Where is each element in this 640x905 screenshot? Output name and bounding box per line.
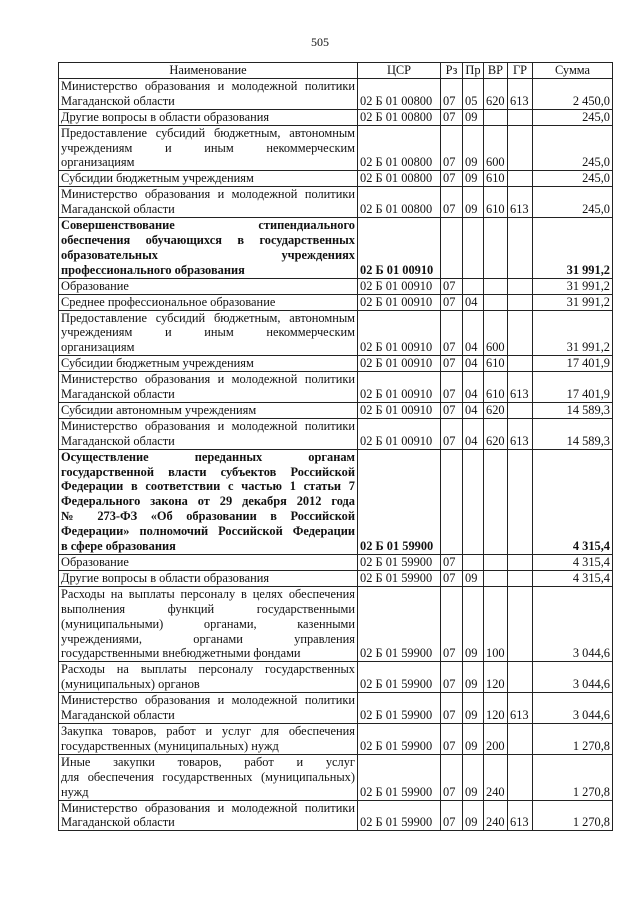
row-name-cell — [59, 372, 358, 403]
gr-cell — [508, 218, 533, 279]
table-row — [59, 171, 613, 187]
table-row — [59, 372, 613, 403]
row-name-line: профессионального образования — [61, 262, 245, 277]
rz-cell: 07 — [441, 662, 463, 693]
table-row — [59, 449, 613, 554]
sum-cell: 1 270,8 — [533, 723, 613, 754]
rz-cell: 07 — [441, 800, 463, 831]
csr-cell: 02 Б 01 00910 — [358, 218, 441, 279]
csr-cell: 02 Б 01 00800 — [358, 125, 441, 171]
row-name-line: образовательных учреждениях — [61, 247, 355, 262]
column-header-sum: Сумма — [533, 63, 613, 79]
page-number: 505 — [311, 35, 329, 49]
pr-cell — [463, 278, 484, 294]
gr-cell — [508, 662, 533, 693]
row-name-cell — [59, 278, 358, 294]
row-name-line: Министерство образования и молодежной политики — [61, 372, 355, 387]
csr-cell: 02 Б 01 00910 — [358, 278, 441, 294]
row-name-line: Образование — [61, 278, 129, 293]
rz-cell: 07 — [441, 418, 463, 449]
table-row — [59, 723, 613, 754]
row-name-line: Федерального закона от 29 декабря 2012 года — [61, 494, 355, 509]
row-name-line: Иные закупки товаров, работ и услуг — [61, 754, 355, 769]
gr-cell — [508, 723, 533, 754]
row-name-line: Магаданской области — [61, 93, 175, 108]
table-row — [59, 800, 613, 831]
row-name-line: организациям — [61, 155, 135, 170]
gr-cell: 613 — [508, 418, 533, 449]
vr-cell: 120 — [484, 662, 508, 693]
row-name-line: Федерации в соответствии с частью 1 статьи 7 — [61, 479, 355, 494]
sum-cell: 245,0 — [533, 171, 613, 187]
csr-cell: 02 Б 01 00910 — [358, 372, 441, 403]
rz-cell — [441, 218, 463, 279]
pr-cell: 09 — [463, 187, 484, 218]
row-name-line: Расходы на выплаты персоналу в целях обеспечения — [61, 586, 355, 601]
row-name-line: Министерство образования и молодежной политики — [61, 418, 355, 433]
vr-cell: 600 — [484, 310, 508, 356]
csr-cell: 02 Б 01 59900 — [358, 800, 441, 831]
row-name-line: Министерство образования и молодежной политики — [61, 693, 355, 708]
pr-cell — [463, 218, 484, 279]
table-row — [59, 754, 613, 800]
sum-cell: 245,0 — [533, 125, 613, 171]
table-row — [59, 278, 613, 294]
row-name-cell — [59, 171, 358, 187]
row-name-line: Осуществление переданных органам — [61, 449, 355, 464]
rz-cell: 07 — [441, 570, 463, 586]
row-name-line: государственными внебюджетными фондами — [61, 646, 301, 661]
row-name-line: учреждениями, органами управления — [61, 631, 355, 646]
rz-cell: 07 — [441, 125, 463, 171]
rz-cell: 07 — [441, 402, 463, 418]
sum-cell: 31 991,2 — [533, 278, 613, 294]
table-header-row — [59, 63, 613, 79]
sum-cell: 17 401,9 — [533, 372, 613, 403]
row-name-line: Магаданской области — [61, 708, 175, 723]
pr-cell: 09 — [463, 570, 484, 586]
sum-cell: 3 044,6 — [533, 586, 613, 662]
row-name-line: (муниципальными) органами, казенными — [61, 616, 355, 631]
rz-cell: 07 — [441, 310, 463, 356]
sum-cell: 4 315,4 — [533, 555, 613, 571]
row-name-line: Закупка товаров, работ и услуг для обеспечения — [61, 723, 355, 738]
gr-cell — [508, 310, 533, 356]
pr-cell: 04 — [463, 294, 484, 310]
rz-cell: 07 — [441, 356, 463, 372]
rz-cell — [441, 449, 463, 554]
pr-cell: 04 — [463, 402, 484, 418]
csr-cell: 02 Б 01 59900 — [358, 570, 441, 586]
sum-cell: 31 991,2 — [533, 218, 613, 279]
gr-cell — [508, 294, 533, 310]
row-name-line: Магаданской области — [61, 433, 175, 448]
row-name-cell — [59, 570, 358, 586]
table-row — [59, 418, 613, 449]
table-row — [59, 294, 613, 310]
gr-cell — [508, 754, 533, 800]
column-header-rz: Рз — [441, 63, 463, 79]
row-name-cell — [59, 662, 358, 693]
vr-cell: 120 — [484, 693, 508, 724]
row-name-line: Образование — [61, 555, 129, 569]
pr-cell — [463, 555, 484, 571]
column-header-name: Наименование — [59, 63, 358, 79]
row-name-line: организациям — [61, 340, 135, 355]
row-name-line: Расходы на выплаты персоналу государственных — [61, 662, 355, 677]
rz-cell: 07 — [441, 109, 463, 125]
pr-cell: 09 — [463, 125, 484, 171]
vr-cell: 100 — [484, 586, 508, 662]
row-name-cell — [59, 800, 358, 831]
vr-cell: 610 — [484, 356, 508, 372]
table-body — [59, 78, 613, 830]
column-header-csr: ЦСР — [358, 63, 441, 79]
row-name-cell — [59, 754, 358, 800]
table-row — [59, 356, 613, 372]
csr-cell: 02 Б 01 00910 — [358, 418, 441, 449]
csr-cell: 02 Б 01 59900 — [358, 449, 441, 554]
row-name-cell — [59, 109, 358, 125]
table-row — [59, 402, 613, 418]
row-name-cell — [59, 449, 358, 554]
row-name-line: Предоставление субсидий бюджетным, автономным — [61, 310, 355, 325]
row-name-cell — [59, 294, 358, 310]
gr-cell — [508, 171, 533, 187]
pr-cell: 09 — [463, 662, 484, 693]
sum-cell: 1 270,8 — [533, 754, 613, 800]
pr-cell: 09 — [463, 693, 484, 724]
row-name-line: Субсидии бюджетным учреждениям — [61, 171, 254, 186]
vr-cell: 600 — [484, 125, 508, 171]
csr-cell: 02 Б 01 00800 — [358, 171, 441, 187]
pr-cell: 09 — [463, 109, 484, 125]
row-name-cell — [59, 356, 358, 372]
pr-cell: 05 — [463, 78, 484, 109]
row-name-cell — [59, 723, 358, 754]
gr-cell — [508, 586, 533, 662]
vr-cell: 620 — [484, 78, 508, 109]
sum-cell: 17 401,9 — [533, 356, 613, 372]
rz-cell: 07 — [441, 693, 463, 724]
rz-cell: 07 — [441, 723, 463, 754]
sum-cell: 31 991,2 — [533, 294, 613, 310]
row-name-line: Магаданской области — [61, 815, 175, 830]
sum-cell: 1 270,8 — [533, 800, 613, 831]
table-row — [59, 693, 613, 724]
csr-cell: 02 Б 01 59900 — [358, 723, 441, 754]
row-name-cell — [59, 78, 358, 109]
gr-cell: 613 — [508, 372, 533, 403]
sum-cell: 14 589,3 — [533, 418, 613, 449]
vr-cell — [484, 570, 508, 586]
row-name-line: Магаданской области — [61, 387, 175, 402]
rz-cell: 07 — [441, 555, 463, 571]
row-name-line: № 273-ФЗ «Об образовании в Российской — [61, 509, 355, 524]
row-name-cell — [59, 418, 358, 449]
column-header-vr: ВР — [484, 63, 508, 79]
row-name-cell — [59, 693, 358, 724]
table-row — [59, 310, 613, 356]
column-header-pr: Пр — [463, 63, 484, 79]
row-name-line: Совершенствование стипендиального — [61, 218, 355, 233]
rz-cell: 07 — [441, 78, 463, 109]
gr-cell — [508, 356, 533, 372]
row-name-line: государственных (муниципальных) нужд — [61, 738, 279, 753]
csr-cell: 02 Б 01 00910 — [358, 294, 441, 310]
column-header-gr: ГР — [508, 63, 533, 79]
row-name-cell — [59, 310, 358, 356]
sum-cell: 14 589,3 — [533, 402, 613, 418]
rz-cell: 07 — [441, 294, 463, 310]
row-name-cell — [59, 187, 358, 218]
rz-cell: 07 — [441, 754, 463, 800]
row-name-line: учреждениям и иным некоммерческим — [61, 140, 355, 155]
row-name-line: государственной власти субъектов Российской — [61, 464, 355, 479]
row-name-line: Министерство образования и молодежной политики — [61, 800, 355, 815]
row-name-line: Министерство образования и молодежной политики — [61, 187, 355, 202]
gr-cell: 613 — [508, 800, 533, 831]
pr-cell: 04 — [463, 310, 484, 356]
row-name-line: Среднее профессиональное образование — [61, 294, 276, 309]
gr-cell — [508, 570, 533, 586]
vr-cell: 240 — [484, 754, 508, 800]
vr-cell: 610 — [484, 187, 508, 218]
vr-cell: 240 — [484, 800, 508, 831]
gr-cell — [508, 402, 533, 418]
pr-cell: 09 — [463, 754, 484, 800]
csr-cell: 02 Б 01 59900 — [358, 555, 441, 571]
row-name-line: для обеспечения государственных (муниципальных) — [61, 769, 355, 784]
table-row — [59, 218, 613, 279]
row-name-line: Другие вопросы в области образования — [61, 570, 270, 585]
budget-table — [58, 62, 613, 831]
row-name-line: Субсидии бюджетным учреждениям — [61, 356, 254, 371]
pr-cell: 04 — [463, 356, 484, 372]
row-name-cell — [59, 555, 358, 571]
row-name-line: Магаданской области — [61, 202, 175, 217]
csr-cell: 02 Б 01 59900 — [358, 693, 441, 724]
pr-cell: 09 — [463, 586, 484, 662]
vr-cell — [484, 278, 508, 294]
row-name-line: Предоставление субсидий бюджетным, автономным — [61, 125, 355, 140]
gr-cell — [508, 278, 533, 294]
row-name-cell — [59, 586, 358, 662]
pr-cell — [463, 449, 484, 554]
gr-cell — [508, 449, 533, 554]
row-name-line: Другие вопросы в области образования — [61, 109, 270, 124]
row-name-line: обеспечения обучающихся в государственных — [61, 232, 355, 247]
gr-cell: 613 — [508, 187, 533, 218]
gr-cell: 613 — [508, 693, 533, 724]
vr-cell: 610 — [484, 171, 508, 187]
table-row — [59, 187, 613, 218]
row-name-line: учреждениям и иным некоммерческим — [61, 325, 355, 340]
vr-cell — [484, 218, 508, 279]
vr-cell — [484, 449, 508, 554]
csr-cell: 02 Б 01 00800 — [358, 78, 441, 109]
vr-cell — [484, 555, 508, 571]
rz-cell: 07 — [441, 171, 463, 187]
row-name-line: (муниципальных) органов — [61, 677, 200, 692]
rz-cell: 07 — [441, 187, 463, 218]
sum-cell: 245,0 — [533, 187, 613, 218]
row-name-line: в сфере образования — [61, 539, 176, 554]
table-row — [59, 555, 613, 571]
vr-cell — [484, 109, 508, 125]
sum-cell: 4 315,4 — [533, 570, 613, 586]
row-name-line: Министерство образования и молодежной политики — [61, 78, 355, 93]
row-name-line: Федерации» полномочий Российской Федерации — [61, 524, 355, 539]
csr-cell: 02 Б 01 00910 — [358, 356, 441, 372]
pr-cell: 04 — [463, 418, 484, 449]
pr-cell: 09 — [463, 800, 484, 831]
vr-cell: 610 — [484, 372, 508, 403]
csr-cell: 02 Б 01 59900 — [358, 754, 441, 800]
gr-cell — [508, 109, 533, 125]
rz-cell: 07 — [441, 586, 463, 662]
table-row — [59, 125, 613, 171]
row-name-cell — [59, 125, 358, 171]
table-row — [59, 78, 613, 109]
csr-cell: 02 Б 01 00800 — [358, 109, 441, 125]
vr-cell: 620 — [484, 402, 508, 418]
csr-cell: 02 Б 01 00910 — [358, 402, 441, 418]
vr-cell: 200 — [484, 723, 508, 754]
sum-cell: 3 044,6 — [533, 693, 613, 724]
row-name-cell — [59, 218, 358, 279]
gr-cell — [508, 555, 533, 571]
table-row — [59, 586, 613, 662]
rz-cell: 07 — [441, 278, 463, 294]
gr-cell — [508, 125, 533, 171]
pr-cell: 09 — [463, 723, 484, 754]
gr-cell: 613 — [508, 78, 533, 109]
row-name-line: выполнения функций государственными — [61, 601, 355, 616]
table-row — [59, 570, 613, 586]
sum-cell: 2 450,0 — [533, 78, 613, 109]
vr-cell: 620 — [484, 418, 508, 449]
sum-cell: 4 315,4 — [533, 449, 613, 554]
sum-cell: 3 044,6 — [533, 662, 613, 693]
rz-cell: 07 — [441, 372, 463, 403]
sum-cell: 245,0 — [533, 109, 613, 125]
row-name-line: нужд — [61, 784, 89, 799]
pr-cell: 09 — [463, 171, 484, 187]
sum-cell: 31 991,2 — [533, 310, 613, 356]
csr-cell: 02 Б 01 00910 — [358, 310, 441, 356]
row-name-cell — [59, 402, 358, 418]
csr-cell: 02 Б 01 59900 — [358, 586, 441, 662]
csr-cell: 02 Б 01 00800 — [358, 187, 441, 218]
row-name-line: Субсидии автономным учреждениям — [61, 402, 257, 417]
pr-cell: 04 — [463, 372, 484, 403]
table-row — [59, 662, 613, 693]
vr-cell — [484, 294, 508, 310]
table-row — [59, 109, 613, 125]
csr-cell: 02 Б 01 59900 — [358, 662, 441, 693]
